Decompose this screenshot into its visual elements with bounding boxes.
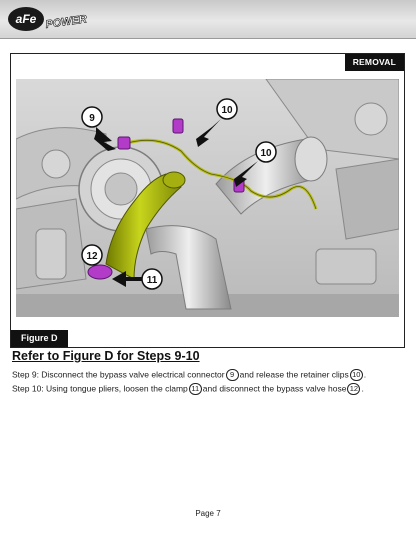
svg-text:9: 9	[89, 113, 95, 124]
step-10-text-mid: and disconnect the bypass valve hose	[202, 383, 347, 394]
callout-12	[82, 245, 102, 265]
figure-frame	[10, 53, 405, 348]
step-10	[12, 383, 364, 395]
step-10-text-end: .	[361, 383, 364, 394]
callout-9	[82, 107, 102, 127]
svg-text:10: 10	[260, 148, 272, 159]
svg-text:POWER: POWER	[44, 13, 88, 31]
callout-10-lower	[256, 142, 276, 162]
step-10-text: Step 10: Using tongue pliers, loosen the clamp	[12, 383, 188, 394]
figure-caption: Figure D	[11, 330, 68, 347]
callout-11	[142, 269, 162, 289]
step-9-text-mid: and release the retainer clips	[239, 369, 349, 380]
step-9-callout-badge: 9	[226, 369, 239, 381]
step-9-text: Step 9: Disconnect the bypass valve electrical connector	[12, 369, 225, 380]
header-divider	[0, 38, 416, 39]
callout-10-upper	[217, 99, 237, 119]
step-9	[12, 369, 366, 381]
step-10-callout-badge: 11	[189, 383, 202, 395]
removal-label: REMOVAL	[345, 54, 404, 71]
page-number: Page 7	[195, 509, 221, 518]
afe-power-logo	[6, 4, 98, 34]
step-9-callout-badge-2: 10	[350, 369, 363, 381]
section-heading: Refer to Figure D for Steps 9-10	[12, 349, 200, 363]
svg-text:10: 10	[221, 105, 233, 116]
step-10-callout-badge-2: 12	[347, 383, 360, 395]
svg-text:aFe: aFe	[15, 12, 37, 26]
engine-illustration	[16, 79, 399, 317]
step-9-text-end: .	[363, 369, 367, 380]
svg-text:11: 11	[146, 275, 158, 286]
svg-text:12: 12	[86, 251, 98, 262]
